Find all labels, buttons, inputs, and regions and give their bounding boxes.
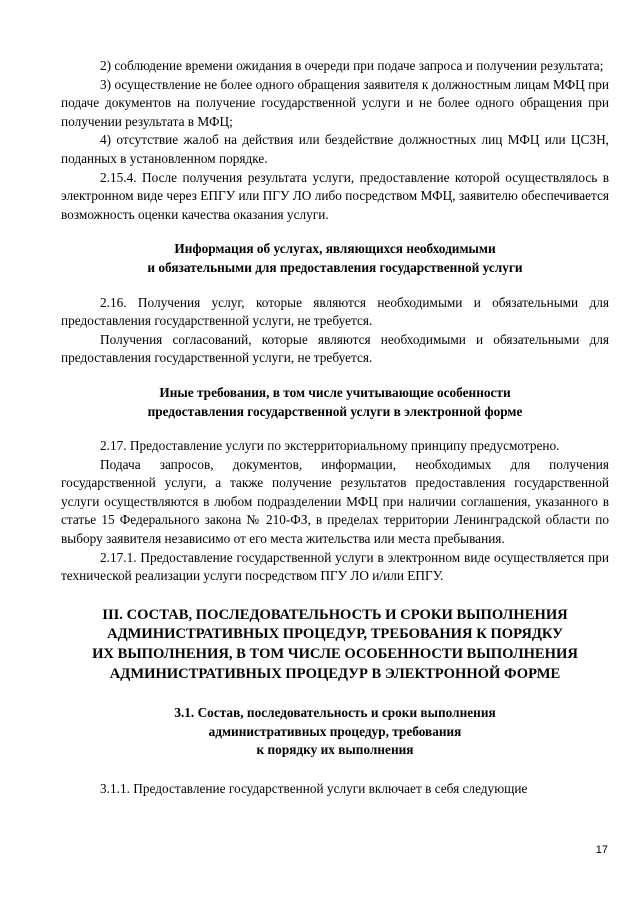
paragraph-criteria-3: 3) осуществление не более одного обращения заявителя к должностным лицам МФЦ при подаче документов на получение государственной услуги и не более одного обращения при получении результата в МФЦ; [61, 76, 609, 129]
subsection-heading-line1: 3.1. Состав, последовательность и сроки выполнения [174, 705, 496, 721]
section-heading-iii [61, 606, 609, 684]
heading-required-services-line1: Информация об услугах, являющихся необходимыми [174, 241, 496, 257]
section-heading-line2: АДМИНИСТРАТИВНЫХ ПРОЦЕДУР, ТРЕБОВАНИЯ К ПОРЯДКУ [107, 626, 563, 643]
paragraph-submission: Подача запросов, документов, информации, необходимых для получения государственной услуги, а также получение результатов предоставления государственной услуги осуществляются в любом подразделении МФЦ при наличии соглашения, указанного в статье 15 Федерального закона № 210-ФЗ, в пределах территории Ленинградской области по выбору заявителя независимо от его места жительства или места пребывания. [61, 456, 609, 547]
subsection-heading-3-1 [61, 704, 609, 760]
paragraph-2-15-4: 2.15.4. После получения результата услуги, предоставление которой осуществлялось в электронном виде через ЕПГУ или ПГУ ЛО либо посредством МФЦ, заявителю обеспечивается возможность оценки качества оказания услуги. [61, 169, 609, 222]
heading-required-services-line2: и обязательными для предоставления государственной услуги [147, 259, 523, 275]
heading-required-services [61, 240, 609, 277]
section-heading-line4: АДМИНИСТРАТИВНЫХ ПРОЦЕДУР В ЭЛЕКТРОННОЙ ФОРМЕ [109, 665, 561, 682]
paragraph-2-17-1: 2.17.1. Предоставление государственной услуги в электронном виде осуществляется при технической реализации услуги посредством ПГУ ЛО и/или ЕПГУ. [61, 549, 609, 584]
paragraph-approvals: Получения согласований, которые являются необходимыми и обязательными для предоставления государственной услуги, не требуется. [61, 331, 609, 366]
subsection-heading-line2: административных процедур, требования [208, 723, 462, 739]
heading-other-requirements [61, 384, 609, 421]
paragraph-2-16: 2.16. Получения услуг, которые являются необходимыми и обязательными для предоставления государственной услуги, не требуется. [61, 294, 609, 329]
paragraph-criteria-4: 4) отсутствие жалоб на действия или бездействие должностных лиц МФЦ или ЦСЗН, поданных в установленном порядке. [61, 132, 609, 166]
section-heading-line3: ИХ ВЫПОЛНЕНИЯ, В ТОМ ЧИСЛЕ ОСОБЕННОСТИ ВЫПОЛНЕНИЯ [92, 646, 578, 663]
paragraph-2-17: 2.17. Предоставление услуги по экстерриториальному принципу предусмотрено. [100, 438, 560, 454]
page-number: 17 [595, 844, 608, 856]
heading-other-requirements-line2: предоставления государственной услуги в электронной форме [147, 403, 523, 419]
subsection-heading-line3: к порядку их выполнения [256, 742, 414, 758]
section-heading-line1: III. СОСТАВ, ПОСЛЕДОВАТЕЛЬНОСТЬ И СРОКИ ВЫПОЛНЕНИЯ [102, 606, 568, 623]
paragraph-3-1-1: 3.1.1. Предоставление государственной услуги включает в себя следующие [100, 781, 528, 796]
heading-other-requirements-line1: Иные требования, в том числе учитывающие особенности [159, 384, 511, 400]
paragraph-criteria-2: 2) соблюдение времени ожидания в очереди при подаче запроса и получении результата; [100, 58, 604, 73]
page-content [61, 57, 609, 799]
